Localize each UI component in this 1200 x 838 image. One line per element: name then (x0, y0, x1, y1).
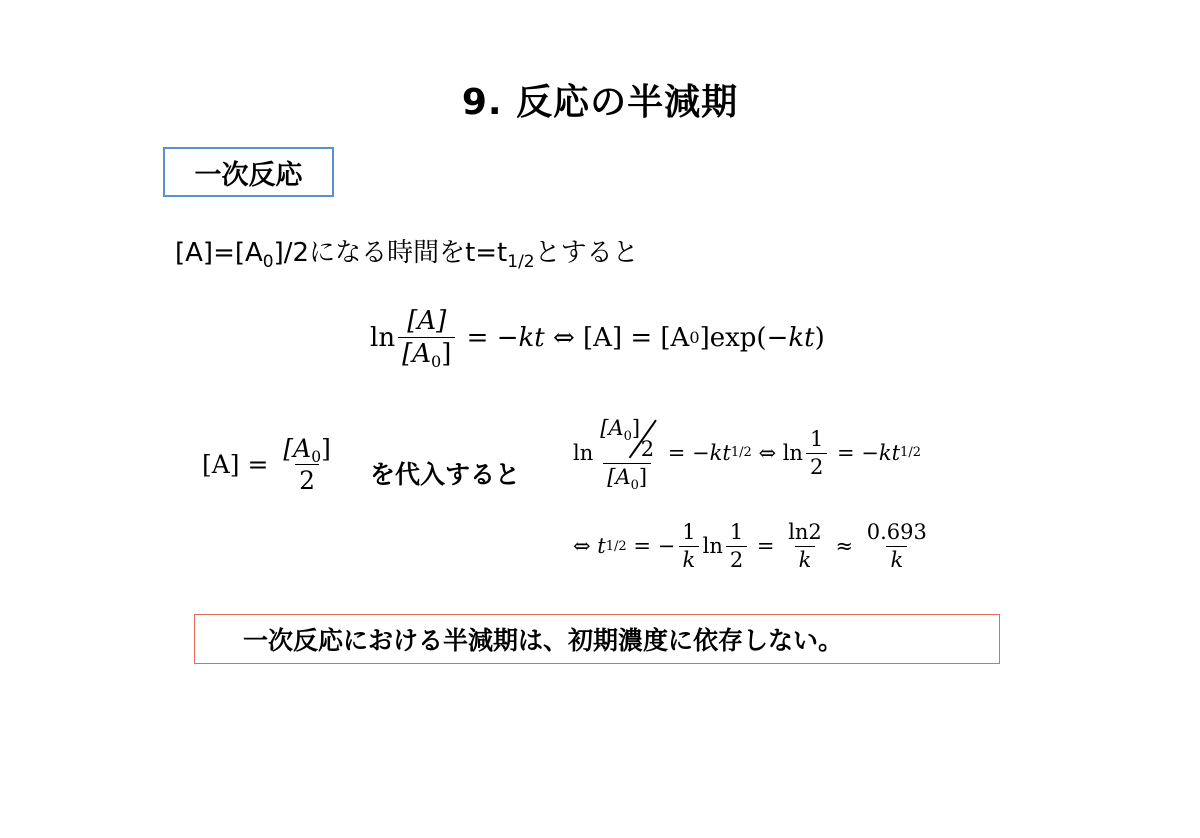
eq3-den-sub: 0 (630, 478, 639, 493)
page-title: 9. 反応の半減期 (461, 82, 739, 123)
substituted-equation: ln $[A_0]$ 2 $[A_0]$ = − kt 1/2 ⇔ ln $\frac{1}{2}$ = − kt 1/2 (573, 416, 921, 493)
eq3-num-top-b: ] (631, 416, 641, 440)
eq2-fraction (279, 436, 334, 493)
eq1-fraction (398, 306, 455, 371)
eq3-two: 2 (806, 453, 827, 478)
eq4-equals: = (750, 534, 782, 558)
eq4-k2: k (795, 546, 816, 571)
topic-text: 一次反応 (194, 159, 303, 191)
eq1-iff: ⇔ (544, 322, 584, 353)
eq3-denominator (603, 463, 651, 493)
eq3-half-fraction (806, 426, 827, 479)
eq3-equals2: = − (830, 440, 879, 465)
eq1-den-a: [A (402, 339, 431, 369)
eq1-kt2: kt (788, 322, 815, 353)
condition-text-1: [A]=[A (175, 238, 263, 268)
eq2-num-b: ] (321, 434, 331, 463)
eq2-lhs: [A] = (202, 450, 277, 479)
eq4-value: 0.693 (866, 520, 927, 544)
eq2-num-a: [A (283, 434, 312, 463)
eq2-num-sub: 0 (311, 448, 322, 466)
condition-sub-0: 0 (262, 252, 274, 272)
eq3-den-b: ] (638, 465, 648, 489)
eq2-denominator (295, 464, 319, 493)
eq4-ln2-fraction (784, 522, 826, 571)
eq4-ln2: ln2 (788, 520, 822, 544)
eq3-num-two: 2 (640, 437, 655, 461)
eq1-exp: ]exp(− (699, 322, 789, 353)
topic-label (163, 147, 334, 197)
half-concentration-equation (202, 436, 338, 493)
eq1-ln: ln (370, 322, 396, 353)
eq4-t: t (597, 534, 606, 558)
eq3-num-top-sub: 0 (623, 429, 632, 444)
eq4-two: 2 (726, 546, 747, 571)
eq1-close: ) (814, 322, 825, 353)
eq1-den-sub: 0 (430, 352, 442, 371)
eq4-k3: k (886, 546, 907, 571)
eq3-num-top-a: [A (600, 416, 624, 440)
eq4-half-fraction (726, 522, 747, 571)
eq2-numerator (279, 436, 334, 464)
substitute-text: を代入すると (370, 460, 521, 489)
eq1-denominator (398, 337, 455, 371)
eq3-num-top (600, 416, 654, 444)
eq3-one: 1 (809, 426, 824, 451)
eq1-num-text: [A] (407, 306, 447, 336)
eq4-approx: ≈ (828, 534, 860, 558)
eq4-ln: ln (702, 534, 723, 558)
eq4-k1: k (679, 546, 700, 571)
eq4-one: 1 (682, 520, 696, 544)
condition-text-3: とすると (534, 238, 639, 268)
eq2-den: 2 (299, 466, 316, 495)
eq3-fraction (596, 416, 658, 493)
eq4-inv-k-fraction (678, 522, 699, 571)
condition-text-2: ]/2になる時間をt=t (273, 238, 508, 268)
half-life-condition (175, 232, 639, 272)
conclusion-box (194, 614, 1000, 664)
eq1-lhs2: [A] = [A (583, 322, 690, 353)
eq3-ln: ln (573, 440, 594, 465)
eq3-kt: kt (709, 440, 731, 465)
eq1-den-b: ] (441, 339, 452, 369)
eq3-equals: = − (661, 440, 710, 465)
condition-sub-half: 1/2 (507, 252, 535, 272)
first-order-rate-equation: ln $\frac{[A]}{[A0]}$ = − kt ⇔ [A] = [A 0 ]exp(− kt ) (370, 306, 825, 371)
eq4-one2: 1 (729, 520, 744, 544)
eq1-equals: = − (458, 322, 519, 353)
eq3-kt2: kt (878, 440, 901, 465)
eq4-iff: ⇔ (573, 534, 598, 558)
eq4-value-fraction (863, 522, 931, 571)
eq3-numerator (596, 418, 658, 463)
eq3-iff-ln: ⇔ ln (751, 440, 803, 465)
eq4-equals-minus: = − (626, 534, 676, 558)
eq1-numerator (403, 308, 450, 337)
eq3-den-a: [A (607, 465, 631, 489)
eq1-kt: kt (518, 322, 545, 353)
conclusion-text: 一次反応における半減期は、初期濃度に依存しない。 (243, 626, 844, 655)
half-life-result-equation: ⇔ t 1/2 = − $\frac{1}{k}$ ln $\frac{1}{2}$ = $\frac{\ln 2}{k}$ ≈ $\frac{0.693}{k}$ (573, 522, 934, 571)
